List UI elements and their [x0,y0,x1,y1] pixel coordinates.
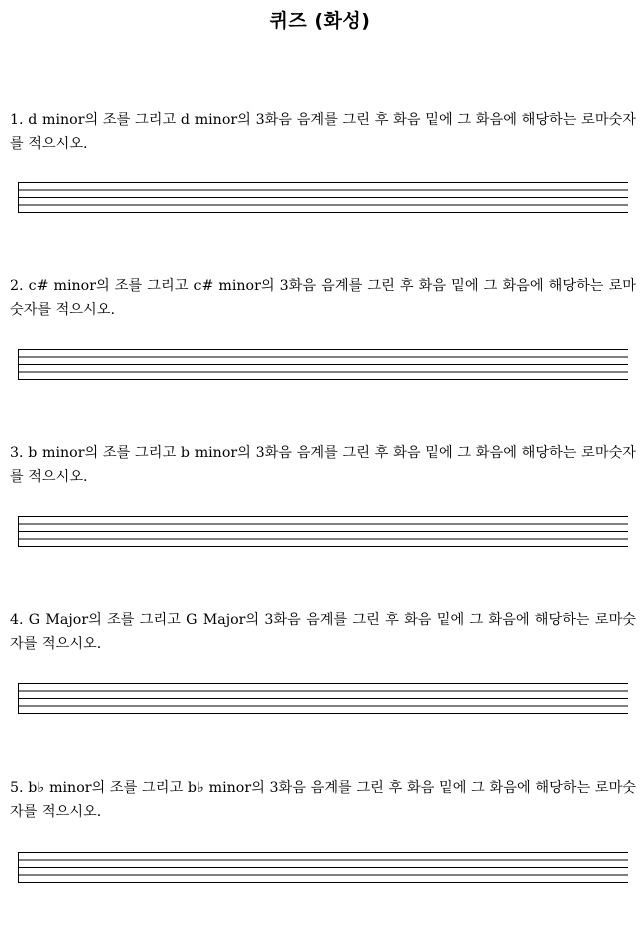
question-5-text: 5. b♭ minor의 조를 그리고 b♭ minor의 3화음 음계를 그린 후 화음 밑에 그 화음에 해당하는 로마숫자를 적으시오. [10,780,636,820]
question-3-text: 3. b minor의 조를 그리고 b minor의 3화음 음계를 그린 후 화음 밑에 그 화음에 해당하는 로마숫자를 적으시오. [10,445,636,485]
question-1-text: 1. d minor의 조를 그리고 d minor의 3화음 음계를 그린 후 화음 밑에 그 화음에 해당하는 로마숫자를 적으시오. [10,112,636,152]
staff-lines [18,683,628,714]
staff-lines [18,852,628,883]
question-2-staff [18,349,628,379]
staff-lines [18,182,628,213]
question-5-staff [18,852,628,882]
page-title: 퀴즈 (화성) [269,10,371,32]
staff-lines [18,516,628,547]
staff-lines [18,349,628,380]
question-4-text: 4. G Major의 조를 그리고 G Major의 3화음 음계를 그린 후 화음 밑에 그 화음에 해당하는 로마숫자를 적으시오. [10,612,636,652]
question-1-staff [18,182,628,212]
question-3-staff [18,516,628,546]
question-4-staff [18,683,628,713]
question-2-text: 2. c# minor의 조를 그리고 c# minor의 3화음 음계를 그린 후 화음 밑에 그 화음에 해당하는 로마숫자를 적으시오. [10,278,636,318]
